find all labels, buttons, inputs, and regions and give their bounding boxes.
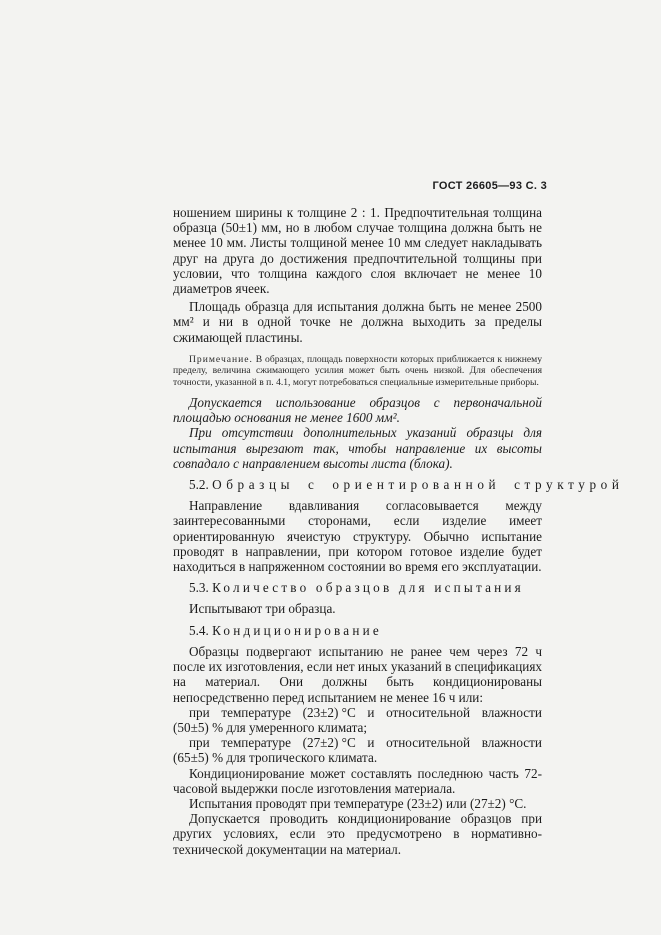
cond-word: при: [189, 704, 210, 720]
paragraph-allowed-area: Допускается использование образцов с первоначальной площадью основания не менее 1600 мм².: [173, 395, 542, 426]
cond-word: относительной: [386, 704, 471, 720]
cond-word: при: [189, 735, 210, 751]
cond-word: относительной: [386, 735, 471, 751]
note-label: Примечание.: [189, 353, 253, 365]
cond-word: температуре: [221, 704, 291, 720]
cond-word: (27±2) °С: [302, 735, 356, 751]
paragraph-test-temperature: Испытания проводят при температуре (23±2) или (27±2) °С.: [189, 795, 527, 811]
section-title: Количество образцов для испытания: [212, 580, 524, 596]
cond-word: влажности: [481, 704, 542, 720]
section-number: 5.3.: [189, 580, 209, 596]
paragraph-conditioning: Образцы подвергают испытанию не ранее чем через 72 ч после их изготовления, если нет иных указаний в спецификациях на материал. Они должны быть кондиционированы непосредственно перед испытанием не менее 16 ч или:: [173, 643, 542, 705]
section-heading-5-3: [173, 580, 542, 595]
section-number: 5.2.: [189, 477, 209, 493]
cond-word: (23±2) °С: [302, 704, 356, 720]
paragraph-indentation-direction: Направление вдавливания согласовывается между заинтересованными сторонами, если изделие имеет ориентированную ячеистую структуру. Обычно испытание проводят в направлении, при котором готовое изделие будет находиться в напряженном состоянии во время его эксплуатации.: [173, 498, 542, 575]
cond-word: влажности: [481, 735, 542, 751]
paragraph-other-conditions: Допускается проводить кондиционирование образцов при других условиях, если это предусмотрено в нормативно-технической документации на материал.: [173, 811, 542, 857]
note-text: В образцах, площадь поверхности которых приближается к нижнему пределу, величина сжимающего усилия может быть очень низкой. Для обеспечения точности, указанной в п. 4.1, могут потребоваться специальные измерительные приборы.: [173, 353, 542, 388]
cond-word: и: [367, 735, 375, 751]
condition-tropical-tail: (65±5) % для тропического климата.: [173, 750, 378, 766]
section-title: Кондиционирование: [212, 622, 382, 638]
cond-word: температуре: [221, 735, 291, 751]
section-heading-5-2: [173, 477, 624, 493]
section-number: 5.4.: [189, 622, 209, 638]
section-heading-5-4: [173, 623, 542, 638]
condition-tropical-line: [173, 735, 542, 750]
section-title: Образцы с ориентированной структурой: [212, 477, 624, 493]
condition-temperate-line: [173, 705, 542, 720]
paragraph-conditioning-part: Кондиционирование может составлять последнюю часть 72-часовой выдержки после изготовления материала.: [173, 765, 542, 796]
page-content: [173, 205, 624, 857]
cond-word: и: [367, 704, 375, 720]
page-header: ГОСТ 26605—93 С. 3: [432, 180, 547, 192]
paragraph-continuation: ношением ширины к толщине 2 : 1. Предпочтительная толщина образца (50±1) мм, но в любом случае толщина должна быть не менее 10 мм. Листы толщиной менее 10 мм следует накладывать друг на друга до достижения предпочтительной толщины при условии, что толщина каждого слоя включает не менее 10 диаметров ячеек.: [173, 205, 542, 297]
paragraph-specimen-count: Испытывают три образца.: [189, 601, 336, 617]
condition-temperate-tail: (50±5) % для умеренного климата;: [173, 719, 368, 735]
note: [173, 354, 542, 388]
paragraph-specimen-area: Площадь образца для испытания должна быть не менее 2500 мм² и ни в одной точке не должна выходить за пределы сжимающей пластины.: [173, 299, 542, 345]
paragraph-cutting-direction: При отсутствии дополнительных указаний образцы для испытания вырезают так, чтобы направление их высоты совпадало с направлением высоты листа (блока).: [173, 425, 542, 471]
